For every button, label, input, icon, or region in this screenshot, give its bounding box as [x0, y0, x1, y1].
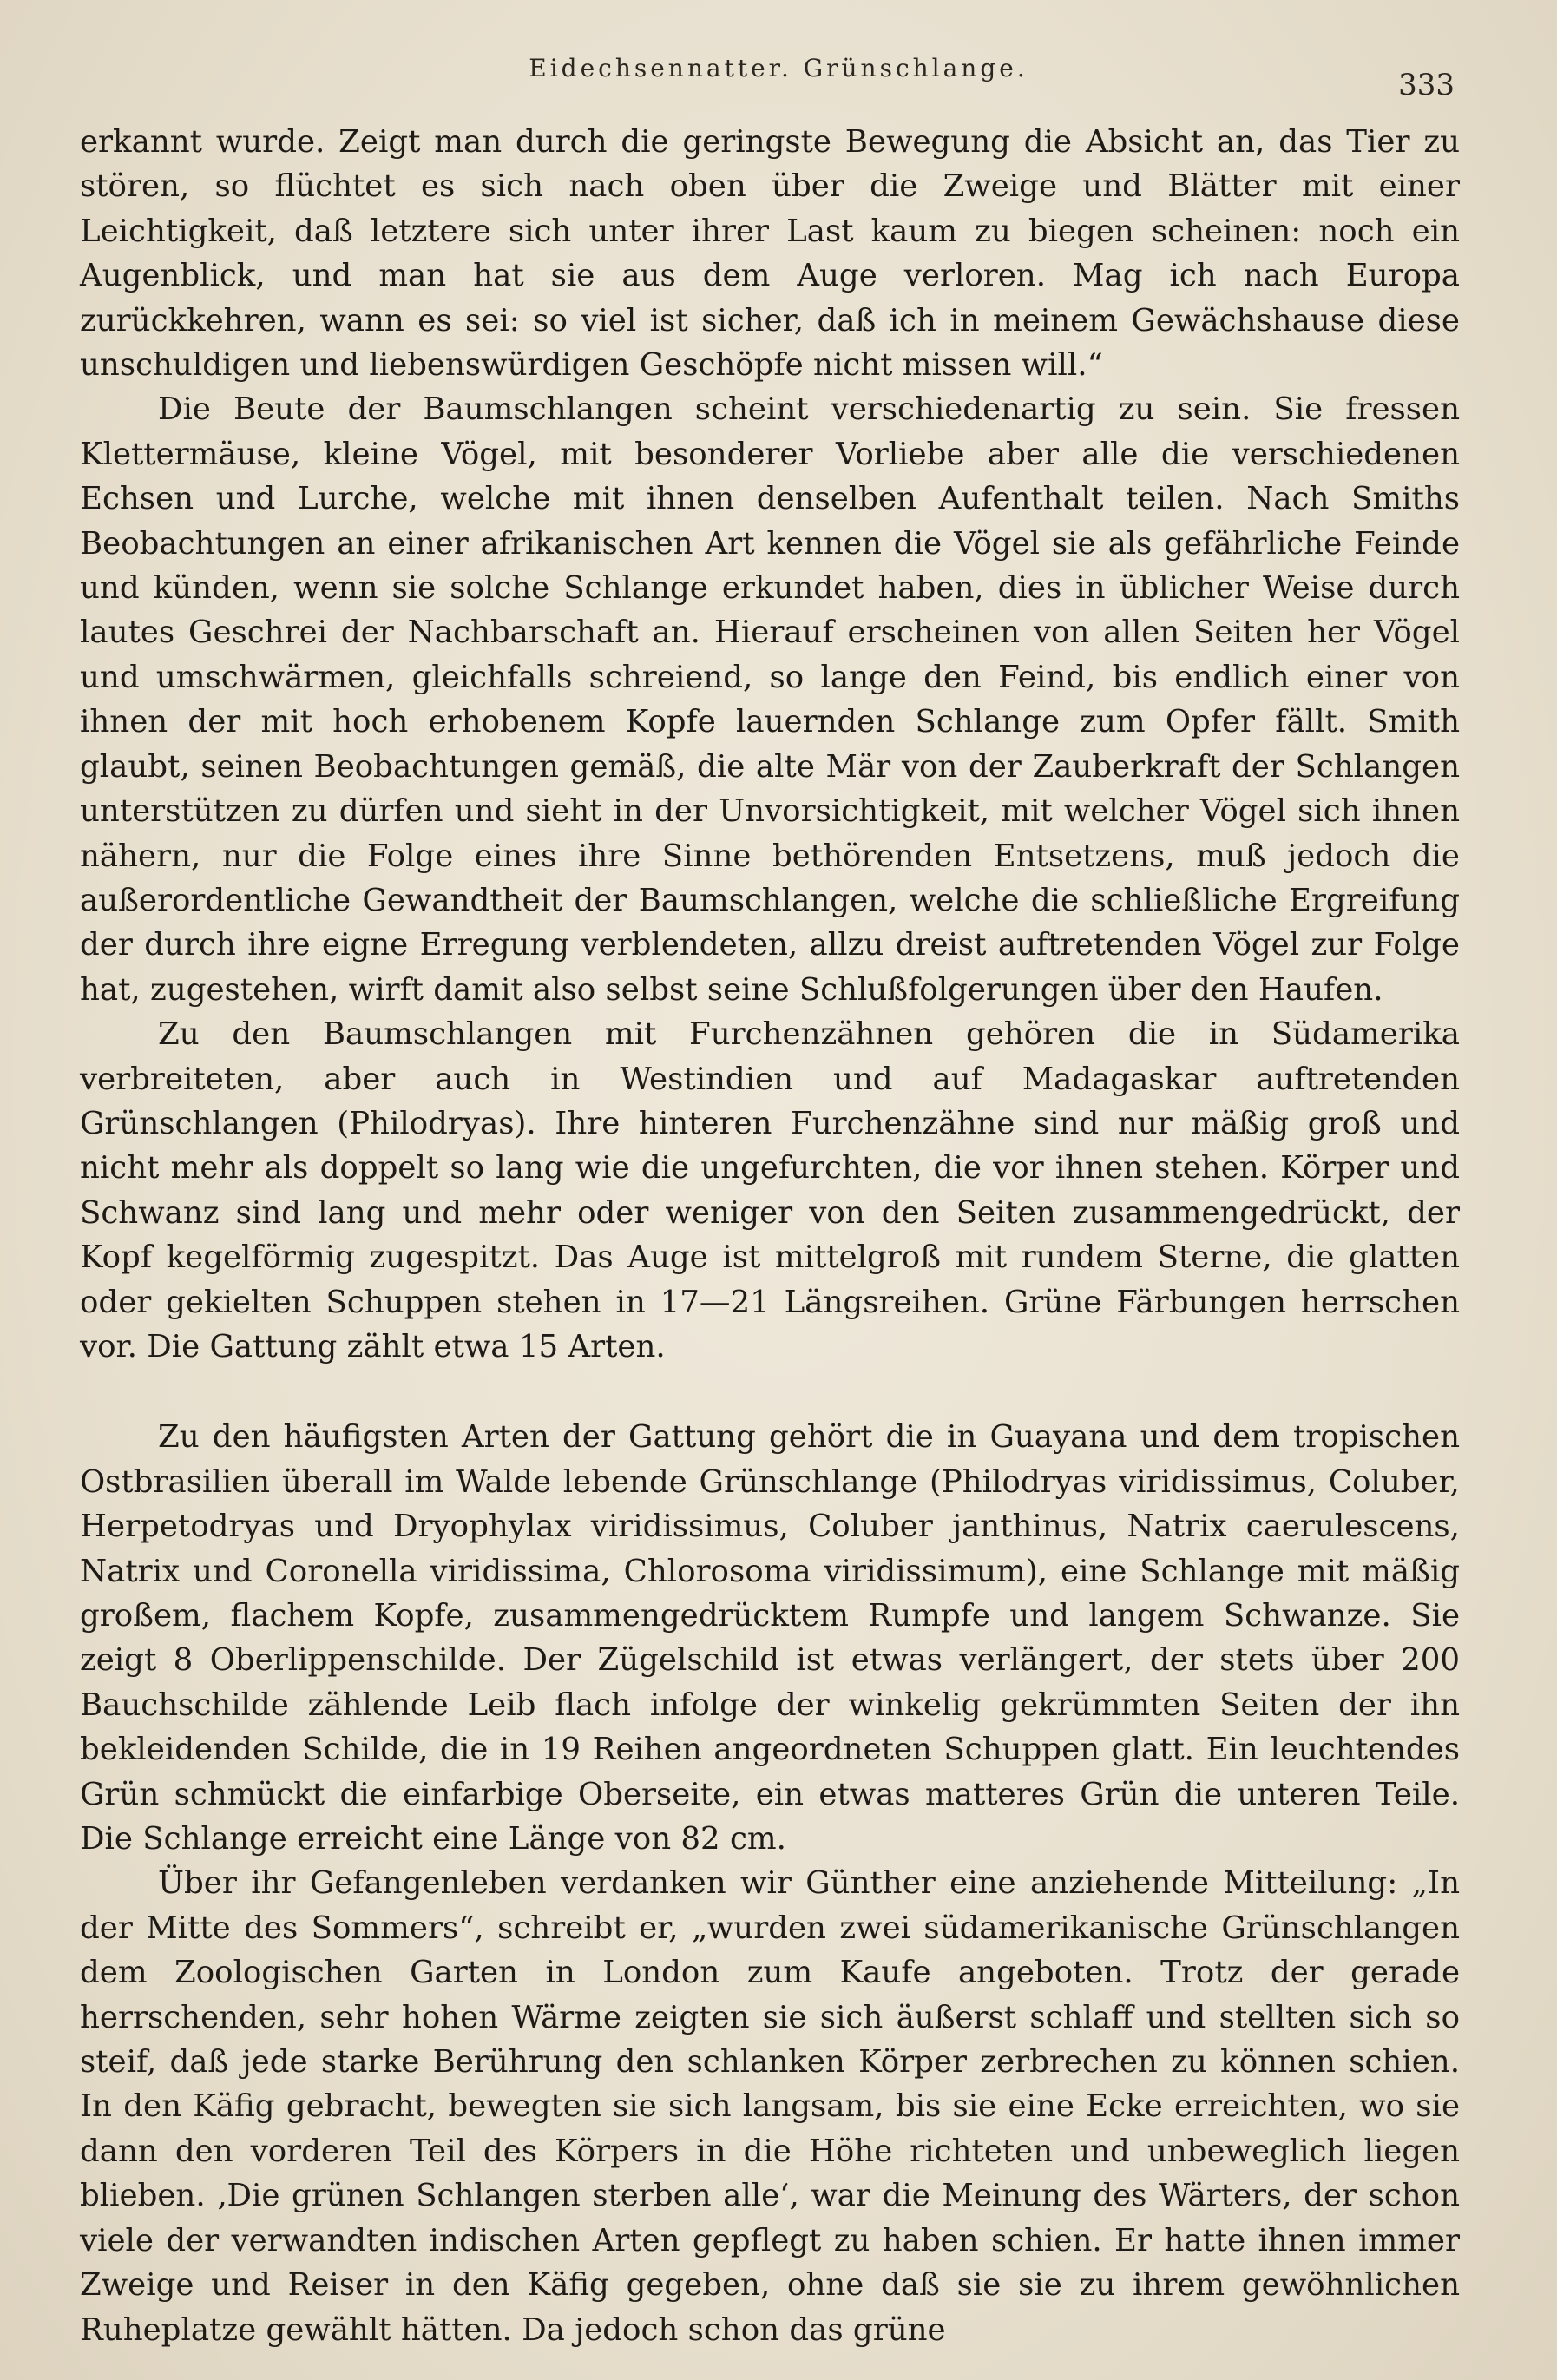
running-title: Eidechsennatter. Grünschlange.: [529, 54, 1028, 82]
paragraph-continuation: erkannt wurde. Zeigt man durch die geringste Bewegung die Absicht an, das Tier zu stören, so flüchtet es sich nach oben über die Zweige und Blätter mit einer Leichtigkeit, daß letztere sich unter ihrer Last kaum zu biegen scheinen: noch ein Augenblick, und man hat sie aus dem Auge verloren. Mag ich nach Europa zurückkehren, wann es sei: so viel ist sicher, daß ich in meinem Gewächshause diese unschuldigen und liebenswürdigen Geschöpfe nicht missen will.“: [80, 124, 1460, 384]
paragraph-genus-philodryas: Zu den Baumschlangen mit Furchenzähnen gehören die in Südamerika verbreiteten, aber auch in Westindien und auf Madagaskar auftretenden Grünschlangen (Philodryas). Ihre hinteren Furchenzähne sind nur mäßig groß und nicht mehr als doppelt so lang wie die ungefurchten, die vor ihnen stehen. Körper und Schwanz sind lang und mehr oder weniger von den Seiten zusammengedrückt, der Kopf kegelförmig zugespitzt. Das Auge ist mittelgroß mit rundem Sterne, die glatten oder gekielten Schuppen stehen in 17—21 Längsreihen. Grüne Färbungen herrschen vor. Die Gattung zählt etwa 15 Arten.: [80, 1016, 1460, 1364]
body-text: [80, 120, 1460, 2352]
paragraph-captivity: Über ihr Gefangenleben verdanken wir Günther eine anziehende Mitteilung: „In der Mitte des Sommers“, schreibt er, „wurden zwei südamerikanische Grünschlangen dem Zoologischen Garten in London zum Kaufe angeboten. Trotz der gerade herrschenden, sehr hohen Wärme zeigten sie sich äußerst schlaff und stellten sich so steif, daß jede starke Berührung den schlanken Körper zerbrechen zu können schien. In den Käfig gebracht, bewegten sie sich langsam, bis sie eine Ecke erreichten, wo sie dann den vorderen Teil des Körpers in die Höhe richteten und unbeweglich liegen blieben. ‚Die grünen Schlangen sterben alle‘, war die Meinung des Wärters, der schon viele der verwandten indischen Arten gepflegt zu haben schien. Er hatte ihnen immer Zweige und Reiser in den Käfig gegeben, ohne daß sie sie zu ihrem gewöhnlichen Ruheplatze gewählt hätten. Da jedoch schon das grüne: [80, 1865, 1460, 2348]
page-number: 333: [1398, 68, 1455, 102]
paragraph-species-description: Zu den häufigsten Arten der Gattung gehört die in Guayana und dem tropischen Ostbrasilien überall im Walde lebende Grünschlange (Philodryas viridissimus, Coluber, Herpetodryas und Dryophylax viridissimus, Coluber janthinus, Natrix caerulescens, Natrix und Coronella viridissima, Chlorosoma viridissimum), eine Schlange mit mäßig großem, flachem Kopfe, zusammengedrücktem Rumpfe und langem Schwanze. Sie zeigt 8 Oberlippenschilde. Der Zügelschild ist etwas verlängert, der stets über 200 Bauchschilde zählende Leib flach infolge der winkelig gekrümmten Seiten der ihn bekleidenden Schilde, die in 19 Reihen angeordneten Schuppen glatt. Ein leuchtendes Grün schmückt die einfarbige Oberseite, ein etwas matteres Grün die unteren Teile. Die Schlange erreicht eine Länge von 82 cm.: [80, 1419, 1460, 1857]
paragraph-prey: Die Beute der Baumschlangen scheint verschiedenartig zu sein. Sie fressen Klettermäuse, kleine Vögel, mit besonderer Vorliebe aber alle die verschiedenen Echsen und Lurche, welche mit ihnen denselben Aufenthalt teilen. Nach Smiths Beobachtungen an einer afrikanischen Art kennen die Vögel sie als gefährliche Feinde und künden, wenn sie solche Schlange erkundet haben, dies in üblicher Weise durch lautes Geschrei der Nachbarschaft an. Hierauf erscheinen von allen Seiten her Vögel und umschwärmen, gleichfalls schreiend, so lange den Feind, bis endlich einer von ihnen der mit hoch erhobenem Kopfe lauernden Schlange zum Opfer fällt. Smith glaubt, seinen Beobachtungen gemäß, die alte Mär von der Zauberkraft der Schlangen unterstützen zu dürfen und sieht in der Unvorsichtigkeit, mit welcher Vögel sich ihnen nähern, nur die Folge eines ihre Sinne bethörenden Entsetzens, muß jedoch die außerordentliche Gewandtheit der Baumschlangen, welche die schließliche Ergreifung der durch ihre eigne Erregung verblendeten, allzu dreist auftretenden Vögel zur Folge hat, zugestehen, wirft damit also selbst seine Schlußfolgerungen über den Haufen.: [80, 391, 1460, 1008]
